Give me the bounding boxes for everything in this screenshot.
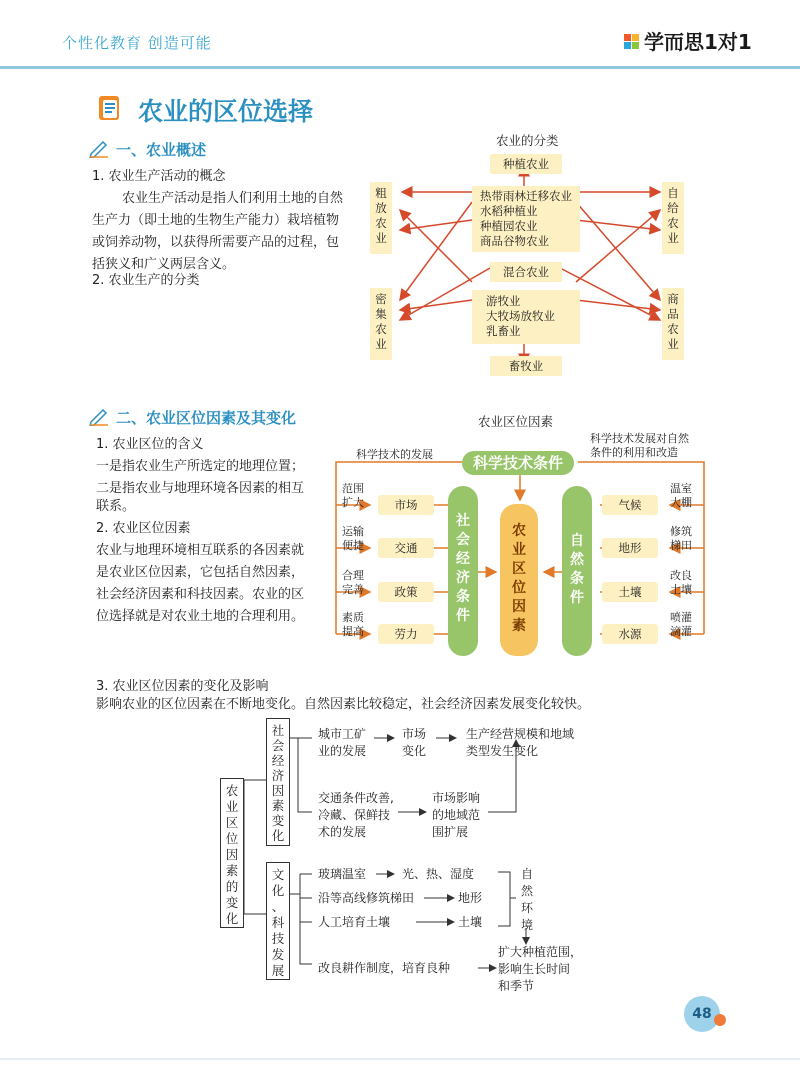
- market-expansion: [432, 790, 480, 841]
- char: 放: [375, 201, 387, 215]
- char: 自: [570, 533, 584, 549]
- char: 展: [271, 963, 285, 978]
- char: 发: [271, 947, 285, 962]
- natural-environment: [520, 866, 534, 934]
- char: 业: [667, 337, 679, 351]
- char: 位: [512, 580, 526, 596]
- line: 类型发生变化: [466, 744, 539, 758]
- subsistence-box: [662, 182, 684, 254]
- page-number-dot: [714, 1014, 726, 1026]
- light-heat-humidity: 光、热、湿度: [402, 867, 475, 881]
- char: 化: [271, 883, 285, 898]
- char: 业: [225, 799, 239, 814]
- char: 、: [271, 899, 285, 914]
- brand-logo: [622, 26, 752, 55]
- group1-item: 种植园农业: [480, 219, 538, 233]
- livestock-box: 畜牧业: [490, 356, 562, 376]
- group1-box: [472, 186, 580, 252]
- char: 然: [520, 884, 533, 898]
- group2-box: [472, 290, 580, 344]
- note-line: 温室: [670, 482, 692, 495]
- note-line: 梯田: [670, 539, 692, 552]
- char: 业: [512, 542, 526, 558]
- char: 济: [271, 768, 285, 783]
- factor-labor: 劳力: [378, 624, 434, 644]
- char: 经: [456, 551, 470, 567]
- tech-right-note2: 条件的利用和改造: [590, 446, 678, 459]
- pencil-icon: [88, 406, 110, 426]
- line: 变化: [402, 744, 427, 758]
- char: 业: [667, 231, 679, 245]
- char: 科: [271, 915, 285, 930]
- result-scale-change: [466, 726, 574, 760]
- factor-note: [670, 525, 692, 553]
- note-line: 范围: [342, 482, 364, 495]
- char: 密: [375, 292, 387, 306]
- line: 业的发展: [318, 744, 367, 758]
- group2-item: 游牧业: [486, 294, 521, 308]
- char: 会: [456, 532, 470, 548]
- char: 条: [456, 589, 470, 605]
- footer-divider: [0, 1058, 800, 1060]
- note-line: 运输: [342, 525, 364, 538]
- char: 变: [225, 895, 239, 910]
- char: 社: [271, 723, 285, 738]
- natural-condition-pill: [562, 486, 592, 656]
- urban-development: [318, 726, 366, 760]
- social-change-box: [266, 718, 290, 846]
- char: 件: [570, 590, 584, 606]
- factor-note: [342, 569, 364, 597]
- factor-transport: 交通: [378, 538, 434, 558]
- line: 冷藏、保鲜技: [318, 808, 391, 822]
- soil: 土壤: [458, 915, 483, 929]
- char: 位: [225, 831, 239, 846]
- char: 变: [271, 813, 285, 828]
- line: 城市工矿: [318, 727, 367, 741]
- landform: 地形: [458, 891, 483, 905]
- line: 扩大种植范围，: [498, 945, 583, 959]
- pencil-icon: [88, 138, 110, 158]
- greenhouse: 玻璃温室: [318, 867, 367, 881]
- char: 区: [512, 561, 526, 577]
- char: 农: [225, 783, 239, 798]
- char: 经: [271, 753, 285, 768]
- char: 品: [667, 307, 679, 321]
- s1-item1-line3: 或饲养动物，以获得所需要产品的过程，包: [92, 235, 340, 250]
- market-change: [402, 726, 426, 760]
- line: 和季节: [498, 979, 535, 993]
- char: 素: [271, 798, 285, 813]
- char: 的: [225, 879, 239, 894]
- social-condition-pill: [448, 486, 478, 656]
- char: 因: [225, 847, 239, 862]
- factor-note: [342, 525, 364, 553]
- line: 术的发展: [318, 825, 367, 839]
- s2-item2-line4: 位选择就是对农业土地的合理利用。: [96, 609, 305, 624]
- char: 素: [512, 618, 526, 634]
- factor-note: [670, 482, 692, 510]
- char: 农: [375, 322, 387, 336]
- tech-condition-pill: 科学技术条件: [462, 451, 574, 475]
- s2-item2-line3: 社会经济因素和科技因素。农业的区: [96, 587, 305, 602]
- char: 自: [667, 186, 679, 200]
- char: 技: [271, 931, 285, 946]
- s1-item1-line2: 生产力（即土地的生物生产能力）栽培植物: [92, 213, 340, 228]
- note-line: 扩大: [342, 496, 364, 509]
- line: 交通条件改善,: [318, 791, 394, 805]
- char: 集: [375, 307, 387, 321]
- char: 因: [271, 783, 285, 798]
- factor-market: 市场: [378, 495, 434, 515]
- char: 条: [570, 571, 584, 587]
- note-line: 大棚: [670, 496, 692, 509]
- note-line: 改良: [670, 569, 692, 582]
- location-factor-pill: [500, 504, 538, 656]
- char: 境: [520, 918, 533, 932]
- char: 区: [225, 815, 239, 830]
- s1-item1-line1: 农业生产活动是指人们利用土地的自然: [122, 191, 344, 206]
- group1-item: 商品谷物农业: [480, 234, 549, 248]
- s3-text: 影响农业的区位因素在不断地变化。自然因素比较稳定，社会经济因素发展变化较快。: [96, 697, 591, 712]
- s2-item2-line2: 是农业区位因素，它包括自然因素，: [96, 565, 305, 580]
- char: 件: [456, 608, 470, 624]
- factor-note: [670, 611, 692, 639]
- note-line: 修筑: [670, 525, 692, 538]
- page-number: 48: [684, 996, 720, 1032]
- char: 业: [375, 231, 387, 245]
- page-title: 农业的区位选择: [138, 97, 314, 126]
- char: 因: [512, 599, 526, 615]
- classification-title: 农业的分类: [496, 133, 559, 148]
- note-line: 合理: [342, 569, 364, 582]
- s2-item2-title: 2. 农业区位因素: [96, 521, 191, 536]
- line: 市场影响: [432, 791, 481, 805]
- char: 粗: [375, 186, 387, 200]
- note-line: 滴灌: [670, 625, 692, 638]
- char: 文: [271, 867, 285, 882]
- intensive-box: [370, 288, 392, 360]
- factor-policy: 政策: [378, 582, 434, 602]
- note-line: 土壤: [670, 583, 692, 596]
- s2-item1-line2: 二是指农业与地理环境各因素的相互: [96, 481, 305, 496]
- farming-improvement: 改良耕作制度，培育良种: [318, 961, 451, 975]
- commercial-box: [662, 288, 684, 360]
- s2-item1-line3: 联系。: [96, 499, 136, 514]
- note-line: 喷灌: [670, 611, 692, 624]
- document-icon: [96, 94, 124, 122]
- char: 农: [667, 216, 679, 230]
- header-slogan: 个性化教育 创造可能: [62, 34, 212, 52]
- factor-climate: 气候: [602, 495, 658, 515]
- factor-landform: 地形: [602, 538, 658, 558]
- char: 济: [456, 570, 470, 586]
- group2-item: 乳畜业: [486, 324, 521, 338]
- note-line: 完善: [342, 583, 364, 596]
- s1-item1-line4: 括狭义和广义两层含义。: [92, 257, 236, 272]
- brand-name: 学而思1对1: [644, 30, 752, 54]
- char: 业: [375, 337, 387, 351]
- mixed-box: 混合农业: [490, 262, 562, 282]
- tech-left-note: 科学技术的发展: [356, 448, 433, 461]
- char: 自: [520, 867, 533, 881]
- transport-improvement: [318, 790, 394, 841]
- char: 农: [375, 216, 387, 230]
- factor-note: [342, 611, 364, 639]
- factor-note: [670, 569, 692, 597]
- s2-item1-line1: 一是指农业生产所选定的地理位置；: [96, 459, 305, 474]
- factor-soil: 土壤: [602, 582, 658, 602]
- line: 影响生长时间: [498, 962, 571, 976]
- char: 给: [667, 201, 679, 215]
- note-line: 素质: [342, 611, 364, 624]
- s1-item1-title: 1. 农业生产活动的概念: [92, 169, 226, 184]
- line: 围扩展: [432, 825, 469, 839]
- brand-mark-icon: [622, 32, 642, 52]
- char: 化: [271, 828, 285, 843]
- s1-item2-title: 2. 农业生产的分类: [92, 273, 200, 288]
- extensive-box: [370, 182, 392, 254]
- char: 化: [225, 911, 239, 926]
- section1-title: 一、农业概述: [116, 141, 207, 159]
- header-divider: [0, 66, 800, 69]
- char: 农: [667, 322, 679, 336]
- planting-box: 种植农业: [490, 154, 562, 174]
- tech-right-note1: 科学技术发展对自然: [590, 432, 689, 445]
- result-expand-planting: [498, 944, 582, 995]
- char: 然: [570, 552, 584, 568]
- section2-title: 二、农业区位因素及其变化: [116, 409, 297, 427]
- line: 生产经营规模和地域: [466, 727, 575, 741]
- soil-culture: 人工培育土壤: [318, 915, 391, 929]
- note-line: 便捷: [342, 539, 364, 552]
- factors-title: 农业区位因素: [478, 414, 554, 429]
- factor-note: [342, 482, 364, 510]
- culture-tech-box: [266, 862, 290, 980]
- group1-item: 热带雨林迁移农业: [480, 189, 572, 203]
- char: 社: [456, 513, 470, 529]
- char: 素: [225, 863, 239, 878]
- char: 商: [667, 292, 679, 306]
- group1-item: 水稻种植业: [480, 204, 538, 218]
- note-line: 提高: [342, 625, 364, 638]
- terrace: 沿等高线修筑梯田: [318, 891, 415, 905]
- char: 农: [512, 523, 526, 539]
- char: 环: [520, 901, 533, 915]
- group2-item: 大牧场放牧业: [486, 309, 555, 323]
- s2-item1-title: 1. 农业区位的含义: [96, 437, 204, 452]
- s2-item2-line1: 农业与地理环境相互联系的各因素就: [96, 543, 305, 558]
- root-box: [220, 778, 244, 928]
- line: 的地域范: [432, 808, 481, 822]
- char: 会: [271, 738, 285, 753]
- s3-title: 3. 农业区位因素的变化及影响: [96, 679, 269, 694]
- factor-water: 水源: [602, 624, 658, 644]
- line: 市场: [402, 727, 427, 741]
